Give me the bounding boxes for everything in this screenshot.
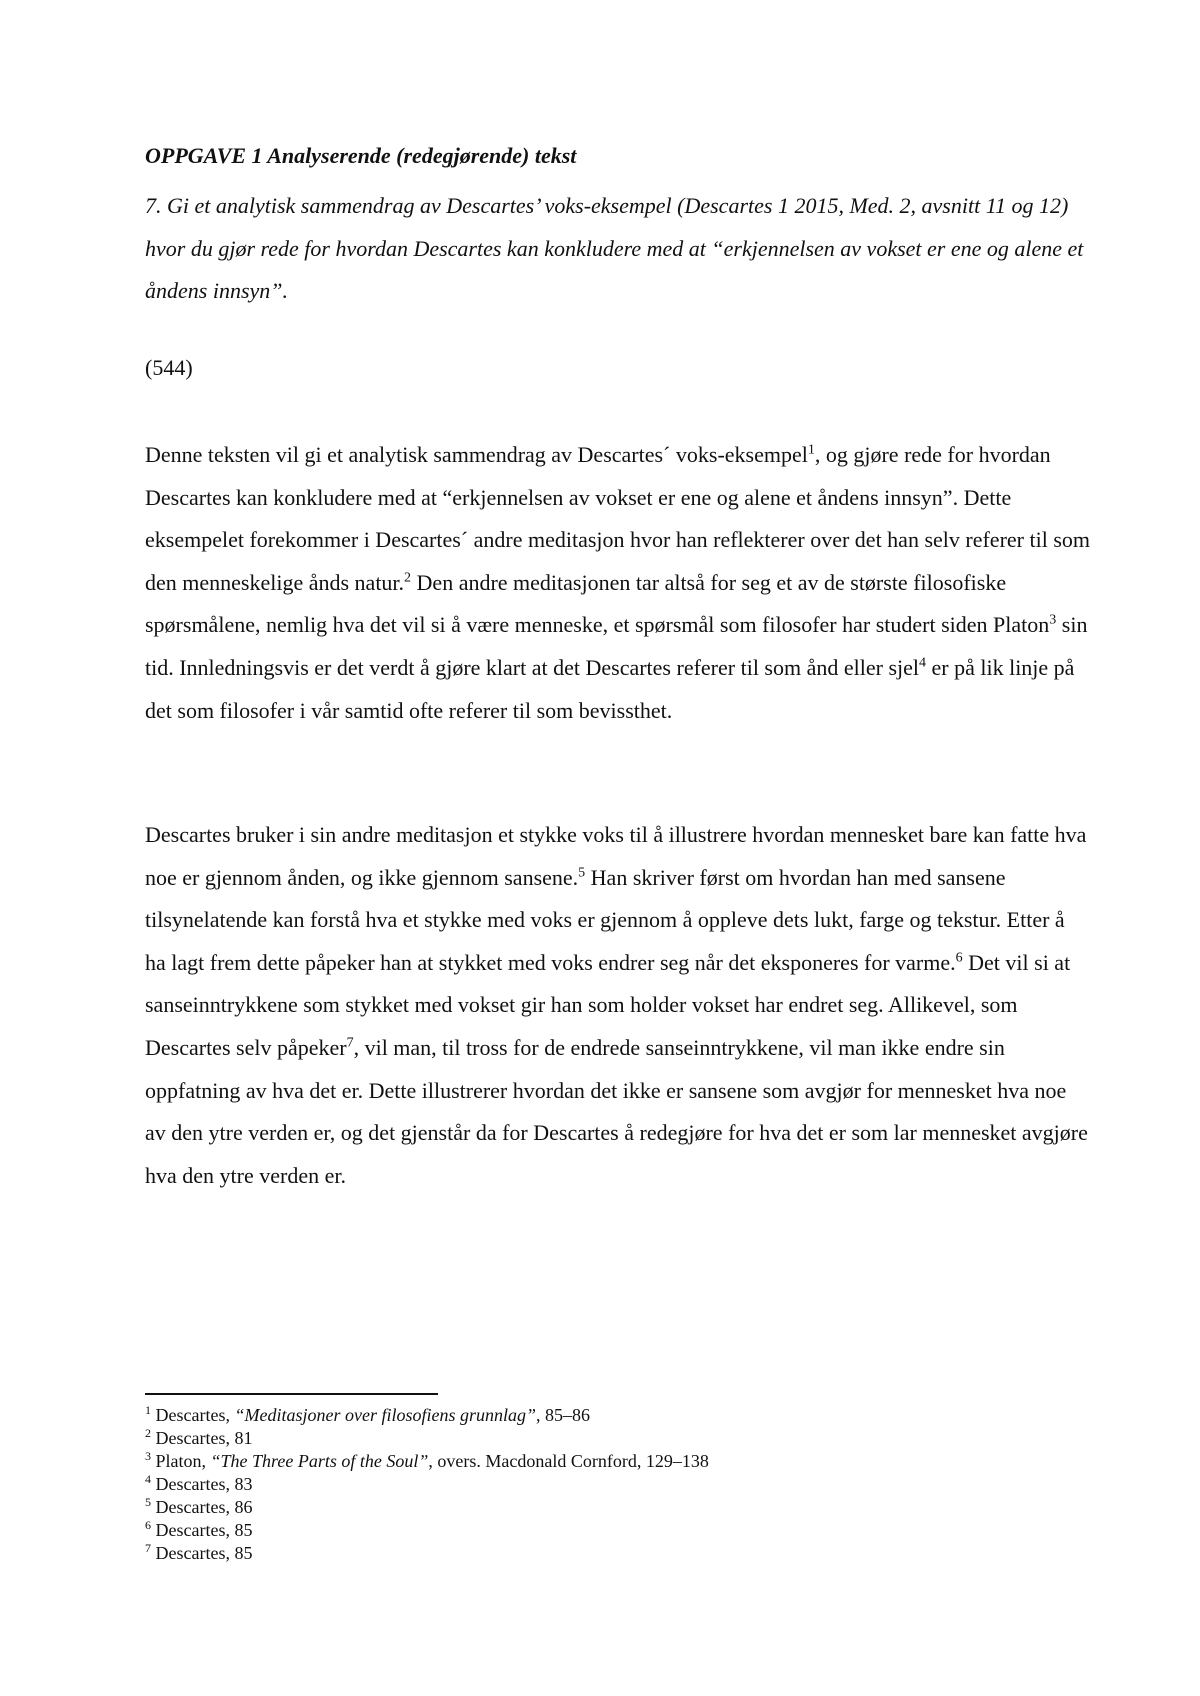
footnote-source: Platon, xyxy=(151,1451,211,1471)
footnote-number: 6 xyxy=(145,1518,151,1532)
footnote-source: Descartes, 81 xyxy=(151,1428,253,1448)
paragraph-text: , og gjøre rede for hvordan Descartes kan konkludere med at “erkjennelsen av vokset er ene og alene et åndens innsyn”. Dette eksempelet forekommer i Descartes´ andre meditasjon hvor han reflekterer over det han selv referer til som den menneskelige ånds natur. xyxy=(145,442,1090,595)
footnote-number: 1 xyxy=(145,1403,151,1417)
paragraph-text: Denne teksten vil gi et analytisk sammendrag av Descartes´ voks-eksempel xyxy=(145,442,808,467)
footnote-number: 7 xyxy=(145,1541,151,1555)
footnote-source: Descartes, 86 xyxy=(151,1497,253,1517)
footnote-source: Descartes, xyxy=(151,1405,235,1425)
footnote-title: “The Three Parts of the Soul” xyxy=(210,1451,429,1471)
paragraph-text: er på lik linje på det som filosofer i vår samtid ofte referer til som bevissthet. xyxy=(145,654,1075,723)
footnote-7 xyxy=(145,1542,1085,1565)
footnote-source: Descartes, 85 xyxy=(151,1543,253,1563)
assignment-question: 7. Gi et analytisk sammendrag av Descartes’ voks-eksempel (Descartes 1 2015, Med. 2, avsnitt 11 og 12) hvor du gjør rede for hvordan Descartes kan konkludere med at “erkjennelsen av vokset er ene og alene et åndens innsyn”. xyxy=(145,193,1084,303)
footnote-number: 4 xyxy=(145,1472,151,1486)
paragraph-text: Det vil si at sanseinntrykkene som stykket med vokset gir han som holder vokset har endret seg. Allikevel, som Descartes selv påpeker xyxy=(145,949,1071,1060)
footnote-pages: , overs. Macdonald Cornford, 129–138 xyxy=(428,1451,709,1471)
footnote-ref[interactable]: 2 xyxy=(404,570,412,586)
footnote-ref[interactable]: 5 xyxy=(578,865,586,881)
footnote-3 xyxy=(145,1450,1085,1473)
footnote-2 xyxy=(145,1427,1085,1450)
paragraph-text: , vil man, til tross for de endrede sanseinntrykkene, vil man ikke endre sin oppfatning av hva det er. Dette illustrerer hvordan det ikke er sansene som avgjør for mennesket hva noe av den ytre verden er, og det gjenstår da for Descartes å redegjøre for hva det er som lar mennesket avgjøre hva den ytre verden er. xyxy=(145,1034,1088,1188)
footnote-separator xyxy=(145,1393,438,1395)
footnote-ref[interactable]: 1 xyxy=(807,442,815,458)
paragraph-wax-example xyxy=(145,814,1090,1197)
paragraph-text: Den andre meditasjonen tar altså for seg et av de største filosofiske spørsmålene, nemlig hva det vil si å være menneske, et spørsmål som filosofer har studert siden Platon xyxy=(145,569,1050,638)
footnote-source: Descartes, 85 xyxy=(151,1520,253,1540)
paragraph-text: Han skriver først om hvordan han med sansene tilsynelatende kan forstå hva et stykke med voks er gjennom å oppleve dets lukt, farge og tekstur. Etter å ha lagt frem dette påpeker han at stykket med voks endrer seg når det eksponeres for varme. xyxy=(145,864,1065,975)
footnote-4 xyxy=(145,1473,1085,1496)
footnote-5 xyxy=(145,1496,1085,1519)
footnote-number: 3 xyxy=(145,1449,151,1463)
footnote-number: 5 xyxy=(145,1495,151,1509)
footnote-ref[interactable]: 6 xyxy=(955,950,963,966)
paragraph-text: Descartes bruker i sin andre meditasjon et stykke voks til å illustrere hvordan mennesket bare kan fatte hva noe er gjennom ånden, og ikke gjennom sansene. xyxy=(145,822,1087,890)
footnote-ref[interactable]: 7 xyxy=(346,1035,354,1051)
paragraph-intro xyxy=(145,434,1090,732)
footnote-number: 2 xyxy=(145,1426,151,1440)
assignment-heading: OPPGAVE 1 Analyserende (redegjørende) tekst xyxy=(145,143,577,168)
footnote-source: Descartes, 83 xyxy=(151,1474,253,1494)
footnote-pages: , 85–86 xyxy=(535,1405,590,1425)
footnote-ref[interactable]: 4 xyxy=(919,655,926,671)
footnote-6 xyxy=(145,1519,1085,1542)
footnotes xyxy=(145,1404,1085,1565)
footnote-1 xyxy=(145,1404,1085,1427)
footnote-ref[interactable]: 3 xyxy=(1049,613,1057,629)
word-count: (544) xyxy=(145,355,193,380)
paragraph-text: sin tid. Innledningsvis er det verdt å gjøre klart at det Descartes referer til som ånd eller sjel xyxy=(145,612,1088,680)
footnote-title: “Meditasjoner over filosofiens grunnlag” xyxy=(234,1405,536,1425)
